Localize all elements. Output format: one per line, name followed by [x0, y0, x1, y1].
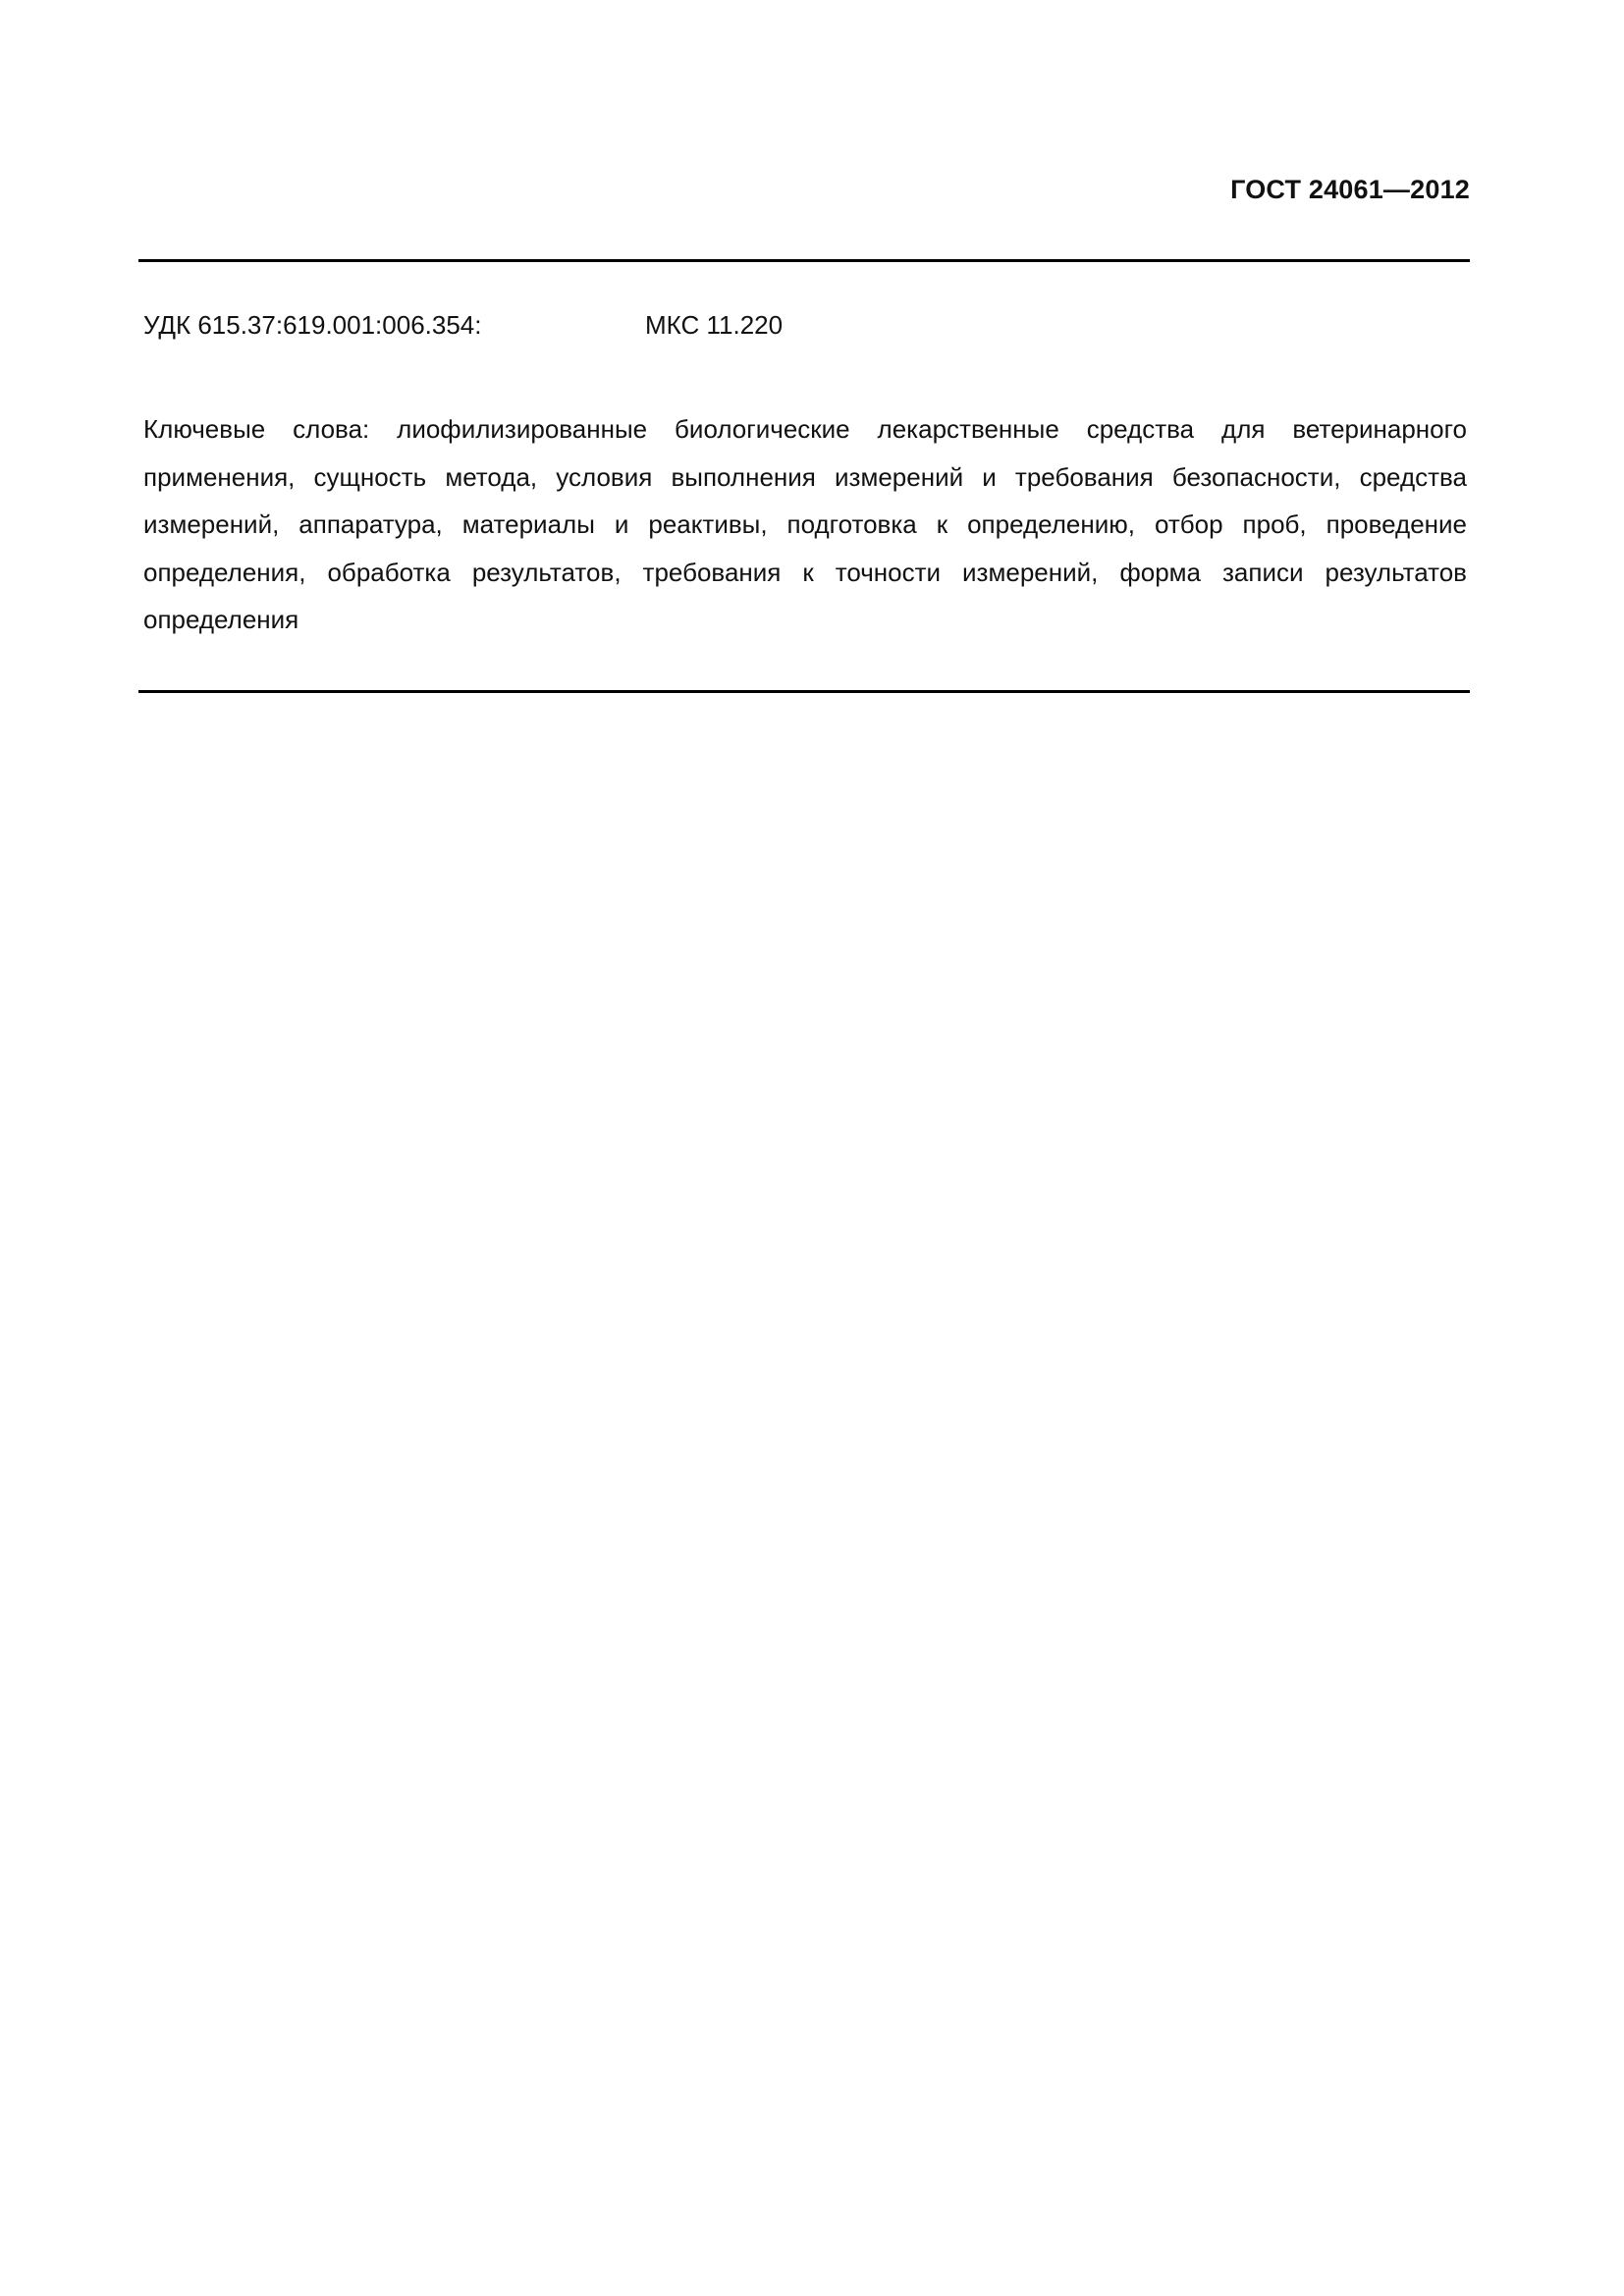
bottom-divider	[138, 690, 1470, 693]
udk-code: УДК 615.37:619.001:006.354:	[143, 310, 482, 340]
top-divider	[138, 259, 1470, 262]
standard-designation: ГОСТ 24061—2012	[1230, 175, 1470, 204]
mks-code: МКС 11.220	[645, 310, 784, 340]
keywords-paragraph: Ключевые слова: лиофилизированные биологические лекарственные средства для ветеринарного применения, сущность метода, условия выполнения измерений и требования безопасности, средства измерений, аппаратура, материалы и реактивы, подготовка к определению, отбор проб, проведение определения, обработка результатов, требования к точности измерений, форма записи результатов определения	[143, 414, 1467, 634]
